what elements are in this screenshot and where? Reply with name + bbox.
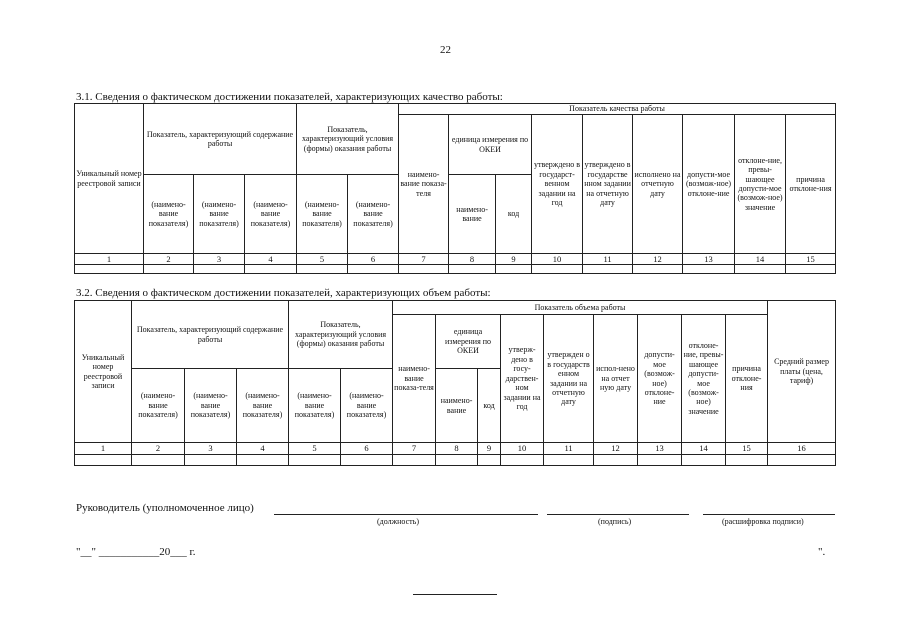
unit-header: единица измерения по ОКЕИ bbox=[449, 115, 532, 175]
column-number: 10 bbox=[501, 443, 544, 455]
average-price-header: Средний размер платы (цена, тариф) bbox=[768, 301, 836, 443]
unit-name-header: наимено-вание bbox=[449, 175, 496, 254]
executed-header: исполнено на отчетную дату bbox=[633, 115, 683, 254]
closing-quote: ". bbox=[818, 546, 826, 558]
column-number: 13 bbox=[683, 254, 735, 265]
unit-code-header: код bbox=[478, 369, 501, 443]
executed-header: испол-нено на отчет ную дату bbox=[594, 315, 638, 443]
column-number: 9 bbox=[496, 254, 532, 265]
column-number: 3 bbox=[194, 254, 245, 265]
reason-header: причина отклоне-ния bbox=[726, 315, 768, 443]
column-number: 7 bbox=[399, 254, 449, 265]
signature-caption: (подпись) bbox=[598, 517, 632, 526]
approved-year-header: утверж-дено в госу-дарствен-ном задании на год bbox=[501, 315, 544, 443]
section1-title: 3.1. Сведения о фактическом достижении показателей, характеризующих качество работы: bbox=[76, 91, 503, 103]
column-number: 4 bbox=[237, 443, 289, 455]
sub-name-header: (наимено-вание показателя) bbox=[348, 175, 399, 254]
approved-year-header: утверждено в государст-венном задании на год bbox=[532, 115, 583, 254]
column-number: 14 bbox=[682, 443, 726, 455]
table-row bbox=[75, 455, 836, 466]
unit-code-header: код bbox=[496, 175, 532, 254]
sub-name-header: (наимено-вание показателя) bbox=[237, 369, 289, 443]
conditions-group-header: Показатель, характеризующий условия (формы) оказания работы bbox=[297, 104, 399, 175]
indicator-name-header: наимено-вание показа-теля bbox=[399, 115, 449, 254]
column-number: 16 bbox=[768, 443, 836, 455]
sub-name-header: (наимено-вание показателя) bbox=[194, 175, 245, 254]
footnote-separator bbox=[413, 594, 497, 595]
page-number: 22 bbox=[440, 44, 451, 56]
content-group-header: Показатель, характеризующий содержание работы bbox=[144, 104, 297, 175]
sub-name-header: (наимено-вание показателя) bbox=[185, 369, 237, 443]
position-line bbox=[274, 514, 538, 515]
sub-name-header: (наимено-вание показателя) bbox=[297, 175, 348, 254]
column-number: 6 bbox=[341, 443, 393, 455]
column-number: 11 bbox=[544, 443, 594, 455]
signature-label: Руководитель (уполномоченное лицо) bbox=[76, 502, 254, 514]
quality-table bbox=[74, 103, 836, 274]
column-number: 3 bbox=[185, 443, 237, 455]
column-number: 1 bbox=[75, 254, 144, 265]
quality-indicator-header: Показатель качества работы bbox=[399, 104, 836, 115]
approved-date-header: утвержден о в государств енном задании на отчетную дату bbox=[544, 315, 594, 443]
column-number: 8 bbox=[436, 443, 478, 455]
sub-name-header: (наимено-вание показателя) bbox=[144, 175, 194, 254]
exceeding-deviation-header: отклоне-ние, превы-шающее допусти-мое (возмож-ное) значение bbox=[735, 115, 786, 254]
section2-title: 3.2. Сведения о фактическом достижении показателей, характеризующих объем работы: bbox=[76, 287, 491, 299]
column-number: 4 bbox=[245, 254, 297, 265]
volume-table bbox=[74, 300, 836, 466]
column-number: 2 bbox=[144, 254, 194, 265]
column-number: 5 bbox=[297, 254, 348, 265]
column-number: 12 bbox=[594, 443, 638, 455]
allowed-deviation-header: допусти-мое (возмож-ное) отклоне-ние bbox=[683, 115, 735, 254]
date-line: "__" ___________20___ г. bbox=[76, 546, 196, 558]
column-number: 13 bbox=[638, 443, 682, 455]
signature-line bbox=[547, 514, 689, 515]
exceeding-deviation-header: отклоне-ние, превы-шающее допусти-мое (возмож-ное) значение bbox=[682, 315, 726, 443]
column-number: 7 bbox=[393, 443, 436, 455]
approved-date-header: утверждено в государстве нном задании на отчетную дату bbox=[583, 115, 633, 254]
column-number: 10 bbox=[532, 254, 583, 265]
position-caption: (должность) bbox=[377, 517, 419, 526]
column-number: 9 bbox=[478, 443, 501, 455]
sub-name-header: (наимено-вание показателя) bbox=[289, 369, 341, 443]
column-number: 8 bbox=[449, 254, 496, 265]
column-number: 12 bbox=[633, 254, 683, 265]
decode-line bbox=[703, 514, 835, 515]
sub-name-header: (наимено-вание показателя) bbox=[245, 175, 297, 254]
column-number: 11 bbox=[583, 254, 633, 265]
column-number: 15 bbox=[726, 443, 768, 455]
column-number: 1 bbox=[75, 443, 132, 455]
unique-number-header: Уникальный номер реестровой записи bbox=[75, 104, 144, 254]
content-group-header: Показатель, характеризующий содержание работы bbox=[132, 301, 289, 369]
unique-number-header: Уникальный номер реестровой записи bbox=[75, 301, 132, 443]
column-number: 6 bbox=[348, 254, 399, 265]
decode-caption: (расшифровка подписи) bbox=[722, 517, 804, 526]
conditions-group-header: Показатель, характеризующий условия (формы) оказания работы bbox=[289, 301, 393, 369]
volume-indicator-header: Показатель объема работы bbox=[393, 301, 768, 315]
column-number: 5 bbox=[289, 443, 341, 455]
allowed-deviation-header: допусти-мое (возмож-ное) отклоне-ние bbox=[638, 315, 682, 443]
column-number: 14 bbox=[735, 254, 786, 265]
table-row bbox=[75, 265, 836, 274]
unit-name-header: наимено-вание bbox=[436, 369, 478, 443]
sub-name-header: (наимено-вание показателя) bbox=[341, 369, 393, 443]
unit-header: единица измерения по ОКЕИ bbox=[436, 315, 501, 369]
column-number: 15 bbox=[786, 254, 836, 265]
indicator-name-header: наимено-вание показа-теля bbox=[393, 315, 436, 443]
sub-name-header: (наимено-вание показателя) bbox=[132, 369, 185, 443]
column-number: 2 bbox=[132, 443, 185, 455]
reason-header: причина отклоне-ния bbox=[786, 115, 836, 254]
